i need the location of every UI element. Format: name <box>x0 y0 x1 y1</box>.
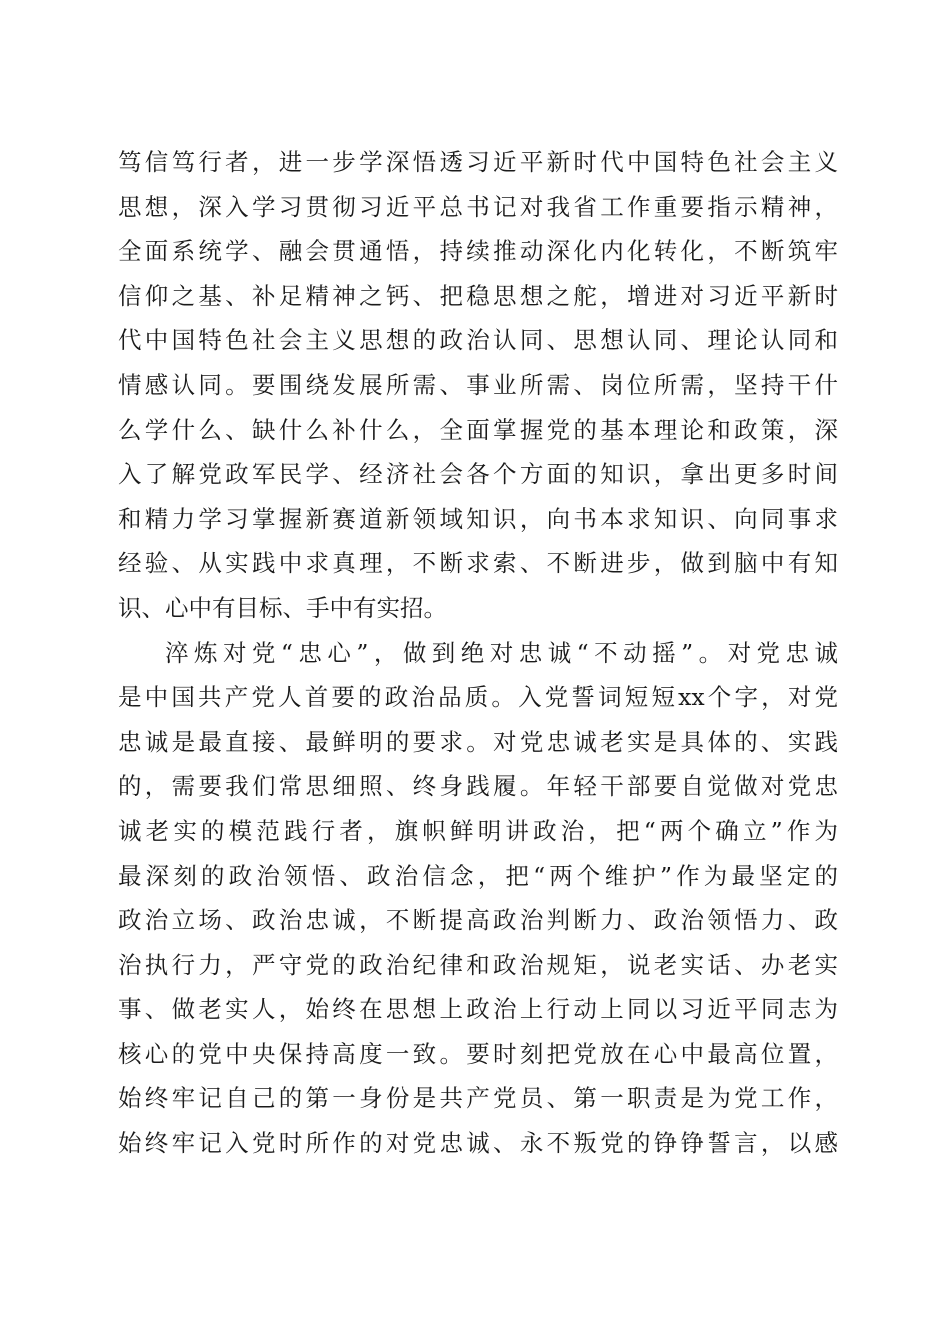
paragraph-2 <box>118 631 838 1166</box>
body-text <box>118 140 838 1166</box>
text-line: 核心的党中央保持高度一致。要时刻把党放在心中最高位置， <box>118 1039 838 1068</box>
paragraph-1 <box>118 140 838 631</box>
text-line: 始终牢记自己的第一身份是共产党员、第一职责是为党工作， <box>118 1084 838 1113</box>
text-line: 全面系统学、融会贯通悟，持续推动深化内化转化，不断筑牢 <box>118 237 838 266</box>
text-line: 信仰之基、补足精神之钙、把稳思想之舵，增进对习近平新时 <box>118 281 838 310</box>
text-line: 的，需要我们常思细照、终身践履。年轻干部要自觉做对党忠 <box>118 772 838 801</box>
text-line: 经验、从实践中求真理，不断求索、不断进步，做到脑中有知 <box>118 549 838 578</box>
text-line: 是中国共产党人首要的政治品质。入党誓词短短xx个字，对党 <box>118 683 838 712</box>
text-line: 政治立场、政治忠诚，不断提高政治判断力、政治领悟力、政 <box>118 906 838 935</box>
text-line: 忠诚是最直接、最鲜明的要求。对党忠诚老实是具体的、实践 <box>118 727 838 756</box>
text-line: 入了解党政军民学、经济社会各个方面的知识，拿出更多时间 <box>118 460 838 489</box>
text-line: 治执行力，严守党的政治纪律和政治规矩，说老实话、办老实 <box>118 950 838 979</box>
text-line: 思想，深入学习贯彻习近平总书记对我省工作重要指示精神， <box>118 192 838 221</box>
text-line: 笃信笃行者，进一步学深悟透习近平新时代中国特色社会主义 <box>118 148 838 176</box>
text-line: 和精力学习掌握新赛道新领域知识，向书本求知识、向同事求 <box>118 504 838 533</box>
text-line: 识、心中有目标、手中有实招。 <box>118 593 447 622</box>
text-line: 始终牢记入党时所作的对党忠诚、永不叛党的铮铮誓言，以感 <box>118 1129 838 1158</box>
text-line: 代中国特色社会主义思想的政治认同、思想认同、理论认同和 <box>118 326 838 355</box>
text-line: 诚老实的模范践行者，旗帜鲜明讲政治，把“两个确立”作为 <box>118 816 838 845</box>
text-line: 情感认同。要围绕发展所需、事业所需、岗位所需，坚持干什 <box>118 370 838 399</box>
text-line: 么学什么、缺什么补什么，全面掌握党的基本理论和政策，深 <box>118 415 838 444</box>
text-line: 最深刻的政治领悟、政治信念，把“两个维护”作为最坚定的 <box>118 861 838 890</box>
text-line: 事、做老实人，始终在思想上政治上行动上同以习近平同志为 <box>118 995 838 1024</box>
text-line: 淬炼对党“忠心”，做到绝对忠诚“不动摇”。对党忠诚 <box>165 638 838 667</box>
